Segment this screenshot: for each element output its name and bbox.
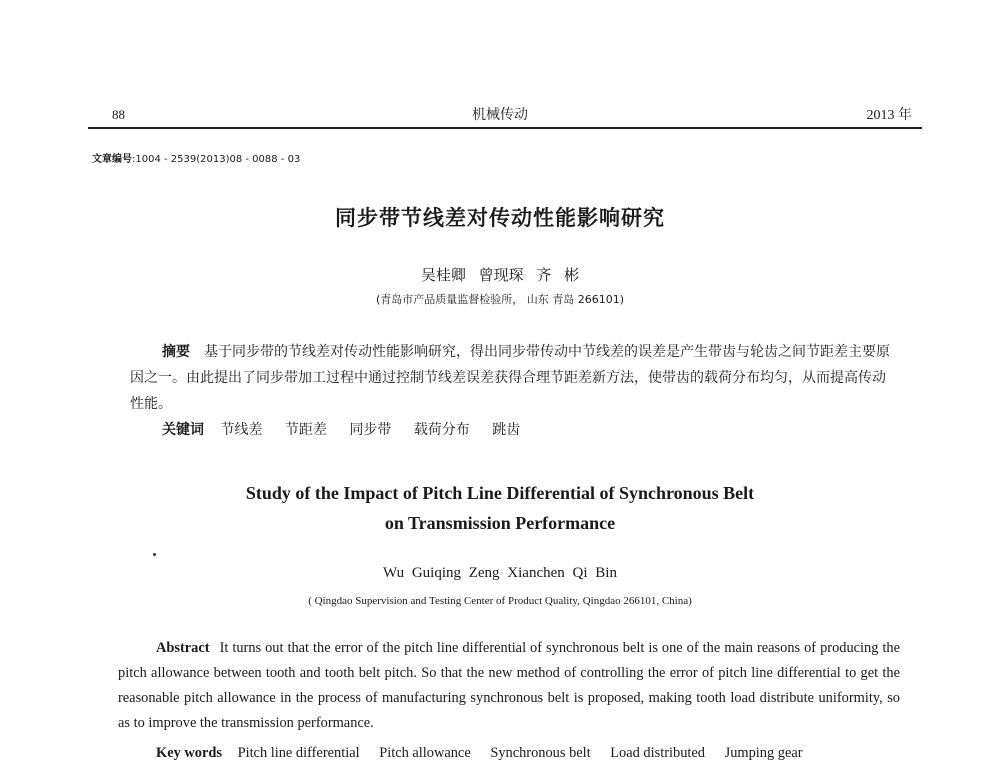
page-number: 88 [112,107,125,122]
english-keyword: Pitch line differential [237,745,360,761]
chinese-keyword: 同步带 [349,422,392,438]
english-abstract-label: Abstract [156,640,210,656]
english-keyword: Pitch allowance [379,745,471,761]
article-number [92,150,300,165]
chinese-affiliation: (青岛市产品质量监督检验所， 山东 青岛 266101) [375,293,625,306]
chinese-keyword: 跳齿 [492,422,521,438]
english-abstract-text: It turns out that the error of the pitch line differential of synchronous belt is one of the main reasons of producing the pitch allowance between tooth and tooth belt pitch. So that the new method of controlling the error of pitch line differential to get the reasonable pitch allowance in the process of manufacturing synchronous belt is proposed, making tooth load distribute uniformity, so as to improve the transmission performance. [118,640,900,731]
english-keywords-label: Key words [156,745,222,761]
journal-name: 机械传动 [472,107,528,123]
chinese-keyword: 载荷分布 [413,422,470,438]
header-divider [88,127,922,129]
english-abstract [118,636,900,736]
article-number-label: 文章编号 [92,154,132,165]
english-keyword: Load distributed [610,745,705,761]
chinese-abstract-label: 摘要 [162,344,190,360]
english-affiliation: ( Qingdao Supervision and Testing Center of Product Quality, Qingdao 266101, China) [308,595,692,607]
chinese-authors: 吴桂卿 曾现琛 齐 彬 [420,266,580,284]
chinese-keywords-label: 关键词 [162,422,204,438]
chinese-abstract-text: 基于同步带的节线差对传动性能影响研究，得出同步带传动中节线差的误差是产生带齿与轮齿之间节距差主要原因之一。由此提出了同步带加工过程中通过控制节线差误差获得合理节距差新方法，使带齿的载荷分布均匀，从而提高传动性能。 [130,344,890,412]
stray-mark [153,553,156,556]
article-number-value: :1004 - 2539(2013)08 - 0088 - 03 [132,154,301,165]
english-title-line-1: Study of the Impact of Pitch Line Differential of Synchronous Belt [245,483,755,503]
english-title-line-2: on Transmission Performance [384,513,616,533]
english-keyword: Jumping gear [724,745,803,761]
english-title [0,478,1000,538]
chinese-keywords [162,419,538,439]
english-keywords [156,745,819,762]
publication-year: 2013 年 [866,108,912,123]
english-authors: Wu Guiqing Zeng Xianchen Qi Bin [383,565,617,581]
chinese-keyword: 节线差 [220,422,263,438]
chinese-keyword: 节距差 [284,422,327,438]
chinese-title: 同步带节线差对传动性能影响研究 [335,206,665,230]
chinese-abstract [130,339,890,417]
english-keyword: Synchronous belt [490,745,591,761]
